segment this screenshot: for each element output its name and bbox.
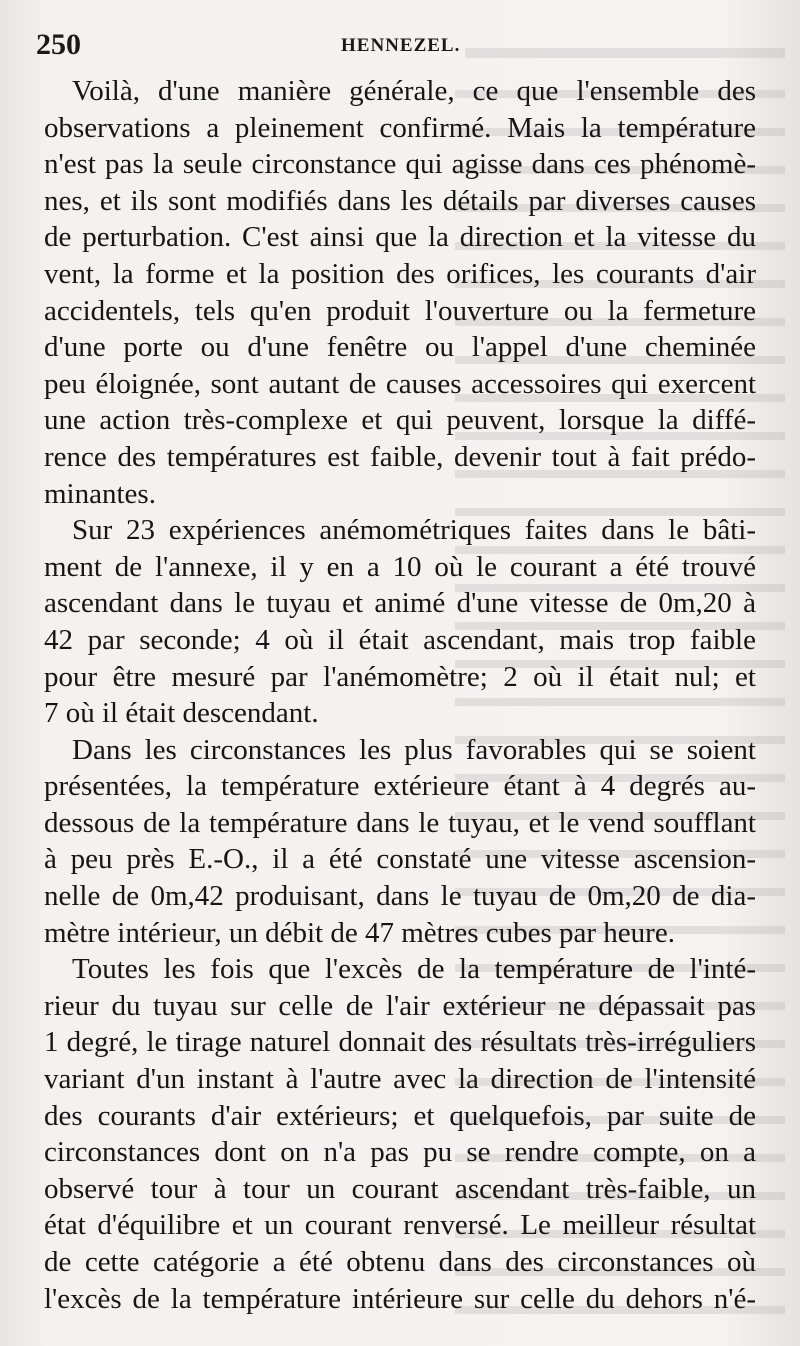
text-line: 1 degré, le tirage naturel donnait des résultats très-irréguliers (44, 1026, 756, 1059)
text-line: rence des températures est faible, devenir tout à fait prédo- (44, 440, 756, 473)
text-line: 7 où il était descendant. (44, 697, 319, 730)
text-line: l'excès de la température intérieure sur celle du dehors n'é- (44, 1282, 756, 1315)
text-line: Voilà, d'une manière générale, ce que l'ensemble des (72, 75, 756, 107)
paragraph-4 (44, 951, 756, 1317)
text-line: mètre intérieur, un débit de 47 mètres cubes par heure. (44, 916, 675, 949)
text-line: une action très-complexe et qui peuvent, lorsque la diffé- (44, 404, 756, 437)
text-line: état d'équilibre et un courant renversé. Le meilleur résultat (44, 1209, 756, 1242)
text-line: de perturbation. C'est ainsi que la direction et la vitesse du (44, 221, 756, 254)
text-line: de cette catégorie a été obtenu dans des circonstances où (44, 1246, 756, 1278)
text-line: observé tour à tour un courant ascendant très-faible, un (44, 1172, 756, 1205)
paragraph-2 (44, 512, 756, 732)
text-line: des courants d'air extérieurs; et quelquefois, par suite de (44, 1099, 756, 1132)
body-text (44, 73, 756, 1317)
text-line: pour être mesuré par l'anémomètre; 2 où il était nul; et (44, 660, 756, 693)
text-line: observations a pleinement confirmé. Mais la température (44, 111, 756, 144)
text-line: 42 par seconde; 4 où il était ascendant, mais trop faible (44, 623, 756, 656)
text-line: à peu près E.-O., il a été constaté une vitesse ascension- (44, 843, 756, 876)
text-line: n'est pas la seule circonstance qui agisse dans ces phénomè- (44, 148, 756, 181)
text-line: circonstances dont on n'a pas pu se rendre compte, on a (44, 1136, 756, 1169)
text-line: variant d'un instant à l'autre avec la direction de l'intensité (44, 1063, 756, 1096)
text-line: nelle de 0m,42 produisant, dans le tuyau de 0m,20 de dia- (44, 880, 756, 913)
paragraph-1 (44, 73, 756, 512)
page-header (36, 28, 756, 68)
text-line: Toutes les fois que l'excès de la température de l'inté- (72, 953, 756, 986)
text-line: rieur du tuyau sur celle de l'air extérieur ne dépassait pas (44, 989, 756, 1022)
text-line: présentées, la température extérieure étant à 4 degrés au- (44, 770, 756, 803)
text-line: vent, la forme et la position des orifices, les courants d'air (44, 257, 756, 290)
text-line: dessous de la température dans le tuyau, et le vend soufflant (44, 806, 756, 839)
paragraph-3 (44, 732, 756, 952)
text-line: peu éloignée, sont autant de causes accessoires qui exercent (44, 367, 756, 400)
text-line: ascendant dans le tuyau et animé d'une vitesse de 0m,20 à (44, 587, 756, 620)
text-line: minantes. (44, 477, 156, 510)
text-line: Dans les circonstances les plus favorables qui se soient (72, 733, 756, 766)
page-number: 250 (36, 28, 81, 61)
text-line: ment de l'annexe, il y en a 10 où le courant a été trouvé (44, 550, 756, 583)
text-line: Sur 23 expériences anémométriques faites dans le bâti- (72, 514, 756, 547)
running-head: HENNEZEL. (341, 35, 461, 56)
text-line: nes, et ils sont modifiés dans les détails par diverses causes (44, 184, 756, 217)
text-line: d'une porte ou d'une fenêtre ou l'appel d'une cheminée (44, 331, 756, 364)
text-line: accidentels, tels qu'en produit l'ouverture ou la fermeture (44, 294, 756, 327)
